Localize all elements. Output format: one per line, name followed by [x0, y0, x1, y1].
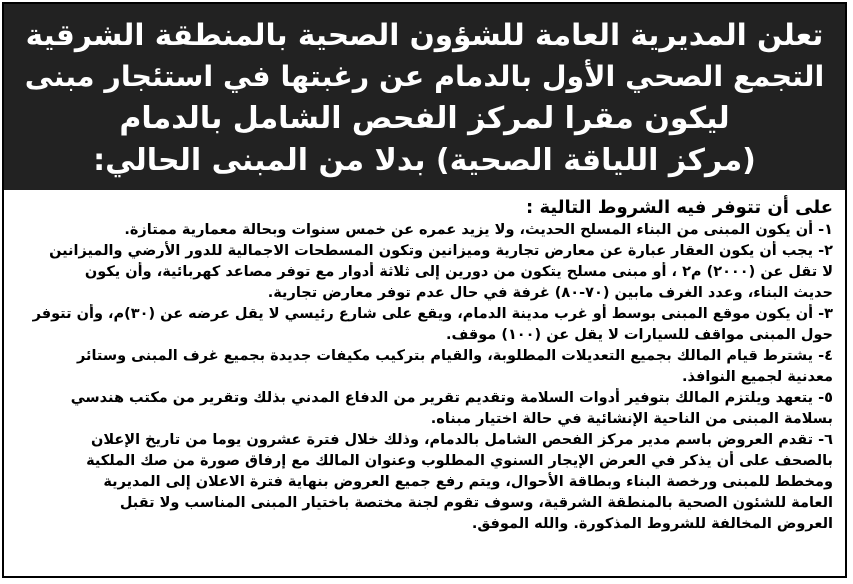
- condition-line: العامة للشئون الصحية بالمنطقة الشرقية، وسوف تقوم لجنة مختصة باختيار المبنى المناسب ولا تقبل: [119, 495, 833, 511]
- condition-line: بالصحف على أن يذكر في العرض الإيجار السنوي المطلوب وعنوان المالك مع إرفاق صورة من صك الملكية: [86, 453, 833, 469]
- heading-line-2: التجمع الصحي الأول بالدمام عن رغبتها في استئجار مبنى: [24, 60, 825, 93]
- announcement-heading: [4, 4, 845, 190]
- condition-line: ٤- يشترط قيام المالك بجميع التعديلات المطلوبة، والقيام بتركيب مكيفات جديدة بجميع غرف المبنى وستائر: [76, 348, 833, 364]
- condition-line: ٥- يتعهد ويلتزم المالك بتوفير أدوات السلامة وتقديم تقرير من الدفاع المدني بذلك وتقرير من مكتب هندسي: [70, 390, 833, 406]
- condition-line: ٢- يجب أن يكون العقار عبارة عن معارض تجارية وميزانين وتكون المسطحات الاجمالية للدور الأرضي والميزانين: [49, 243, 833, 259]
- announcement-body: [4, 192, 845, 576]
- condition-line: ١- أن يكون المبنى من البناء المسلح الحديث، ولا يزيد عمره عن خمس سنوات وبحالة معمارية ممتازة.: [124, 222, 833, 238]
- condition-line: حديث البناء، وعدد الغرف مابين (٧٠-٨٠) غرفة في حال عدم توفر معارض تجارية.: [267, 285, 833, 301]
- condition-line: ومخطط للمبنى ورخصة البناء وبطاقة الأحوال، ويتم رفع جميع العروض بنهاية فترة الاعلان إلى المديرية: [103, 474, 833, 490]
- condition-6: [14, 430, 833, 535]
- condition-line: معدنية لجميع النوافذ.: [681, 369, 833, 385]
- condition-line: العروض المخالفة للشروط المذكورة. والله الموفق.: [471, 516, 833, 532]
- condition-line: ٦- تقدم العروض باسم مدير مركز الفحص الشامل بالدمام، وذلك خلال فترة عشرون يوما من تاريخ الإعلان: [90, 432, 833, 448]
- condition-line: حول المبنى مواقف للسيارات لا يقل عن (١٠٠) موقف.: [445, 327, 833, 343]
- conditions-intro: على أن تتوفر فيه الشروط التالية :: [526, 197, 833, 218]
- condition-line: لا تقل عن (٢٠٠٠) م٢ ، أو مبنى مسلح يتكون من دورين إلى ثلاثة أدوار مع توفر مصاعد كهربائية، وأن يكون: [84, 264, 833, 280]
- condition-4: [14, 346, 833, 388]
- heading-line-4: (مركز اللياقة الصحية) بدلا من المبنى الحالي:: [93, 143, 756, 178]
- condition-5: [14, 388, 833, 430]
- condition-1: [14, 220, 833, 241]
- condition-line: بسلامة المبنى من الناحية الإنشائية في حالة اختيار مبناه.: [430, 411, 833, 427]
- heading-line-1: تعلن المديرية العامة للشؤون الصحية بالمنطقة الشرقية: [25, 18, 824, 52]
- condition-2: [14, 241, 833, 304]
- condition-line: ٣- أن يكون موقع المبنى بوسط أو غرب مدينة الدمام، ويقع على شارع رئيسي لا يقل عرضه عن (٣٠)م، وأن تتوفر: [32, 306, 833, 322]
- condition-3: [14, 304, 833, 346]
- announcement-frame: [2, 2, 847, 578]
- heading-line-3: ليكون مقرا لمركز الفحص الشامل بالدمام: [119, 101, 730, 136]
